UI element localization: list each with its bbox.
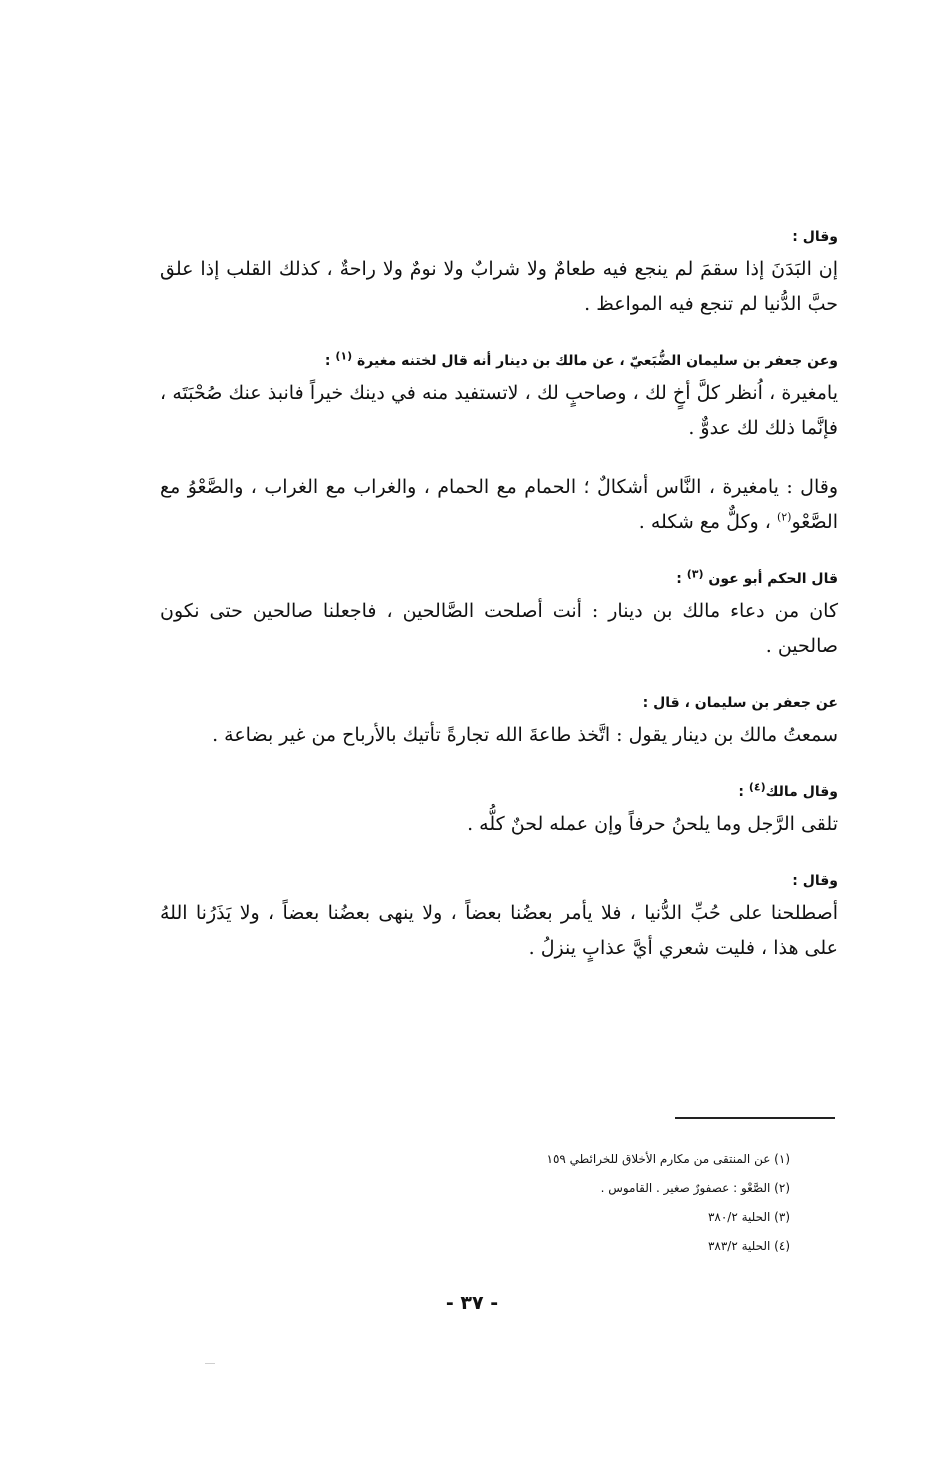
quote-text: كان من دعاء مالك بن دينار : أنت أصلحت الصَّالحين ، فاجعلنا صالحين حتى نكون صالحين . bbox=[160, 600, 838, 657]
footnotes bbox=[420, 1145, 790, 1261]
footnote-marker: (٢) bbox=[776, 510, 792, 524]
page-number: - ٣٧ - bbox=[445, 1292, 499, 1314]
quote-block-4 bbox=[160, 564, 838, 664]
scan-mark bbox=[205, 1363, 215, 1364]
quote-block-3 bbox=[160, 470, 838, 540]
quote-text: تلقى الرَّجل وما يلحنُ حرفاً وإن عمله لحنٌ كلُّه . bbox=[467, 813, 838, 835]
quote-text bbox=[160, 470, 838, 540]
quote-block-1 bbox=[160, 222, 838, 322]
page-content bbox=[160, 222, 838, 990]
quote-text: أصطلحنا على حُبِّ الدُّنيا ، فلا يأمر بعضُنا بعضاً ، ولا ينهى بعضُنا بعضاً ، ولا يَذَرُنا اللهُ على هذا ، فليت شعري أيَّ عذابٍ ينزلُ . bbox=[160, 902, 838, 959]
footnote-2: (٢) الصَّعْو : عصفورٌ صغير . القاموس . bbox=[600, 1181, 790, 1195]
quote-block-6 bbox=[160, 777, 838, 842]
quote-heading: وقال : bbox=[792, 873, 838, 889]
quote-block-5 bbox=[160, 688, 838, 753]
footnote-marker: (٣) bbox=[686, 567, 704, 581]
footnote-4: (٤) الحلية ٣٨٣/٢ bbox=[707, 1239, 790, 1253]
quote-heading bbox=[160, 564, 838, 594]
footnote-marker: (١) bbox=[335, 349, 353, 363]
text-start: وقال : يامغيرة ، النَّاس أشكالٌ ؛ الحمام مع الحمام ، والغراب مع الغراب ، والصَّعْوُ مع الصَّعْو bbox=[160, 476, 838, 533]
footnote-marker: (٤) bbox=[748, 780, 766, 794]
heading-tail: : bbox=[676, 571, 687, 587]
quote-block-7 bbox=[160, 866, 838, 966]
heading-text: وعن جعفر بن سليمان الضُّبَعيّ ، عن مالك بن دينار أنه قال لختنه مغيرة bbox=[357, 353, 838, 369]
quote-heading bbox=[160, 346, 838, 376]
quote-heading: وقال : bbox=[792, 229, 838, 245]
heading-text: قال الحكم أبو عون bbox=[708, 571, 838, 587]
text-end: ، وكلٌّ مع شكله . bbox=[638, 511, 777, 533]
heading-tail: : bbox=[738, 784, 749, 800]
heading-tail: : bbox=[324, 353, 336, 369]
quote-text: إن البَدَنَ إذا سقمَ لم ينجع فيه طعامٌ ولا شرابٌ ولا نومٌ ولا راحةٌ ، كذلك القلب إذا علق حبَّ الدُّنيا لم تنجع فيه المواعظ . bbox=[160, 258, 838, 315]
quote-text: سمعتُ مالك بن دينار يقول : اتَّخذ طاعةَ الله تجارةً تأتيك بالأرباح من غير بضاعة . bbox=[212, 724, 838, 746]
quote-heading bbox=[160, 777, 838, 807]
footnote-3: (٣) الحلية ٣٨٠/٢ bbox=[707, 1210, 790, 1224]
quote-heading: عن جعفر بن سليمان ، قال : bbox=[642, 695, 838, 711]
footnote-1: (١) عن المنتقى من مكارم الأخلاق للخرائطي ١٥٩ bbox=[546, 1152, 790, 1166]
footnote-separator bbox=[675, 1117, 835, 1119]
quote-block-2 bbox=[160, 346, 838, 446]
heading-text: وقال مالك bbox=[765, 784, 838, 800]
quote-text: يامغيرة ، اُنظر كلَّ أخٍ لك ، وصاحبٍ لك ، لاتستفيد منه في دينك خيراً فانبذ عنك صُحْبَتَه ، فإنَّما ذلك لك عدوٌّ . bbox=[160, 382, 838, 439]
